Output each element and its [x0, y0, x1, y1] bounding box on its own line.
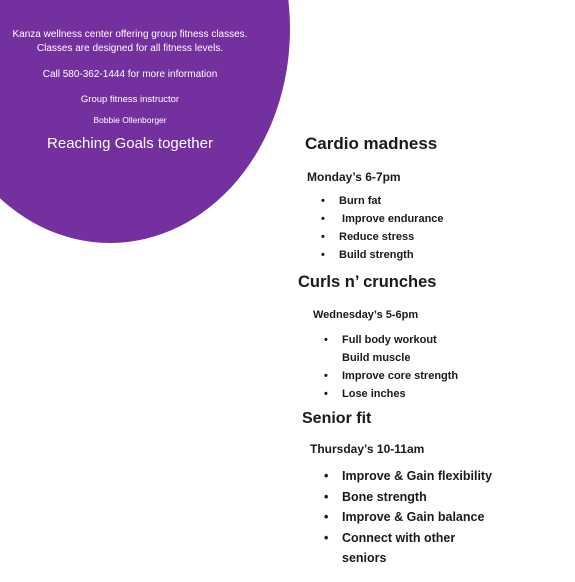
bullet-icon: •: [321, 213, 325, 225]
class-time: Thursday’s 10-11am: [310, 442, 425, 456]
list-item-text: Reduce stress: [339, 231, 415, 243]
list-item: [342, 349, 458, 367]
list-item-text: seniors: [342, 551, 387, 565]
center-description: Kanza wellness center offering group fitness classes. Classes are designed for all fitness levels.: [12, 29, 248, 54]
class-time: Monday’s 6-7pm: [307, 170, 401, 184]
instructor-name: Bobbie Ollenborger: [93, 115, 167, 125]
list-item-text: Improve endurance: [339, 213, 444, 225]
list-item-text: Build muscle: [342, 352, 411, 364]
bullet-icon: •: [324, 489, 329, 504]
list-item-text: Improve & Gain balance: [342, 510, 485, 524]
list-item: [324, 331, 458, 349]
contact-phone: Call 580-362-1444 for more information: [42, 69, 218, 80]
list-item-text: Bone strength: [342, 489, 427, 504]
bullet-icon: •: [324, 388, 328, 400]
bullet-icon: •: [324, 510, 329, 524]
bullet-icon: •: [324, 530, 329, 545]
list-item: [321, 210, 444, 228]
class-title: Curls n’ crunches: [298, 273, 437, 291]
bullet-icon: •: [324, 334, 328, 346]
class-time: Wednesday’s 5-6pm: [313, 309, 419, 321]
bullet-icon: •: [324, 469, 329, 483]
list-item: [324, 487, 492, 508]
instructor-role: Group fitness instructor: [80, 94, 180, 105]
tagline: Reaching Goals together: [47, 135, 213, 152]
class-curls-n-crunches: [298, 273, 458, 403]
benefit-list: [321, 192, 444, 264]
list-item-text: Connect with other: [342, 530, 456, 545]
bullet-icon: •: [324, 370, 328, 382]
class-title: Senior fit: [302, 410, 372, 427]
list-item: [324, 385, 458, 403]
class-senior-fit: [302, 410, 492, 569]
list-item-text: Improve core strength: [342, 370, 459, 382]
list-item: [324, 528, 492, 549]
list-item: [321, 228, 444, 246]
list-item: [321, 246, 444, 264]
class-cardio-madness: [305, 134, 444, 264]
list-item-text: Improve & Gain flexibility: [342, 469, 493, 483]
list-item-text: Full body workout: [342, 334, 437, 346]
intro-block: [8, 28, 252, 152]
bullet-icon: •: [321, 249, 325, 261]
benefit-list: [324, 331, 459, 403]
list-item: [342, 548, 492, 569]
benefit-list: [324, 466, 493, 569]
list-item: [324, 507, 492, 528]
class-title: Cardio madness: [305, 134, 438, 153]
list-item: [324, 466, 493, 487]
list-item-text: Burn fat: [339, 195, 382, 207]
bullet-icon: •: [321, 231, 325, 243]
list-item-text: Lose inches: [342, 388, 406, 400]
list-item: [324, 367, 459, 385]
list-item: [321, 192, 444, 210]
bullet-icon: •: [321, 195, 325, 207]
list-item-text: Build strength: [339, 249, 414, 261]
